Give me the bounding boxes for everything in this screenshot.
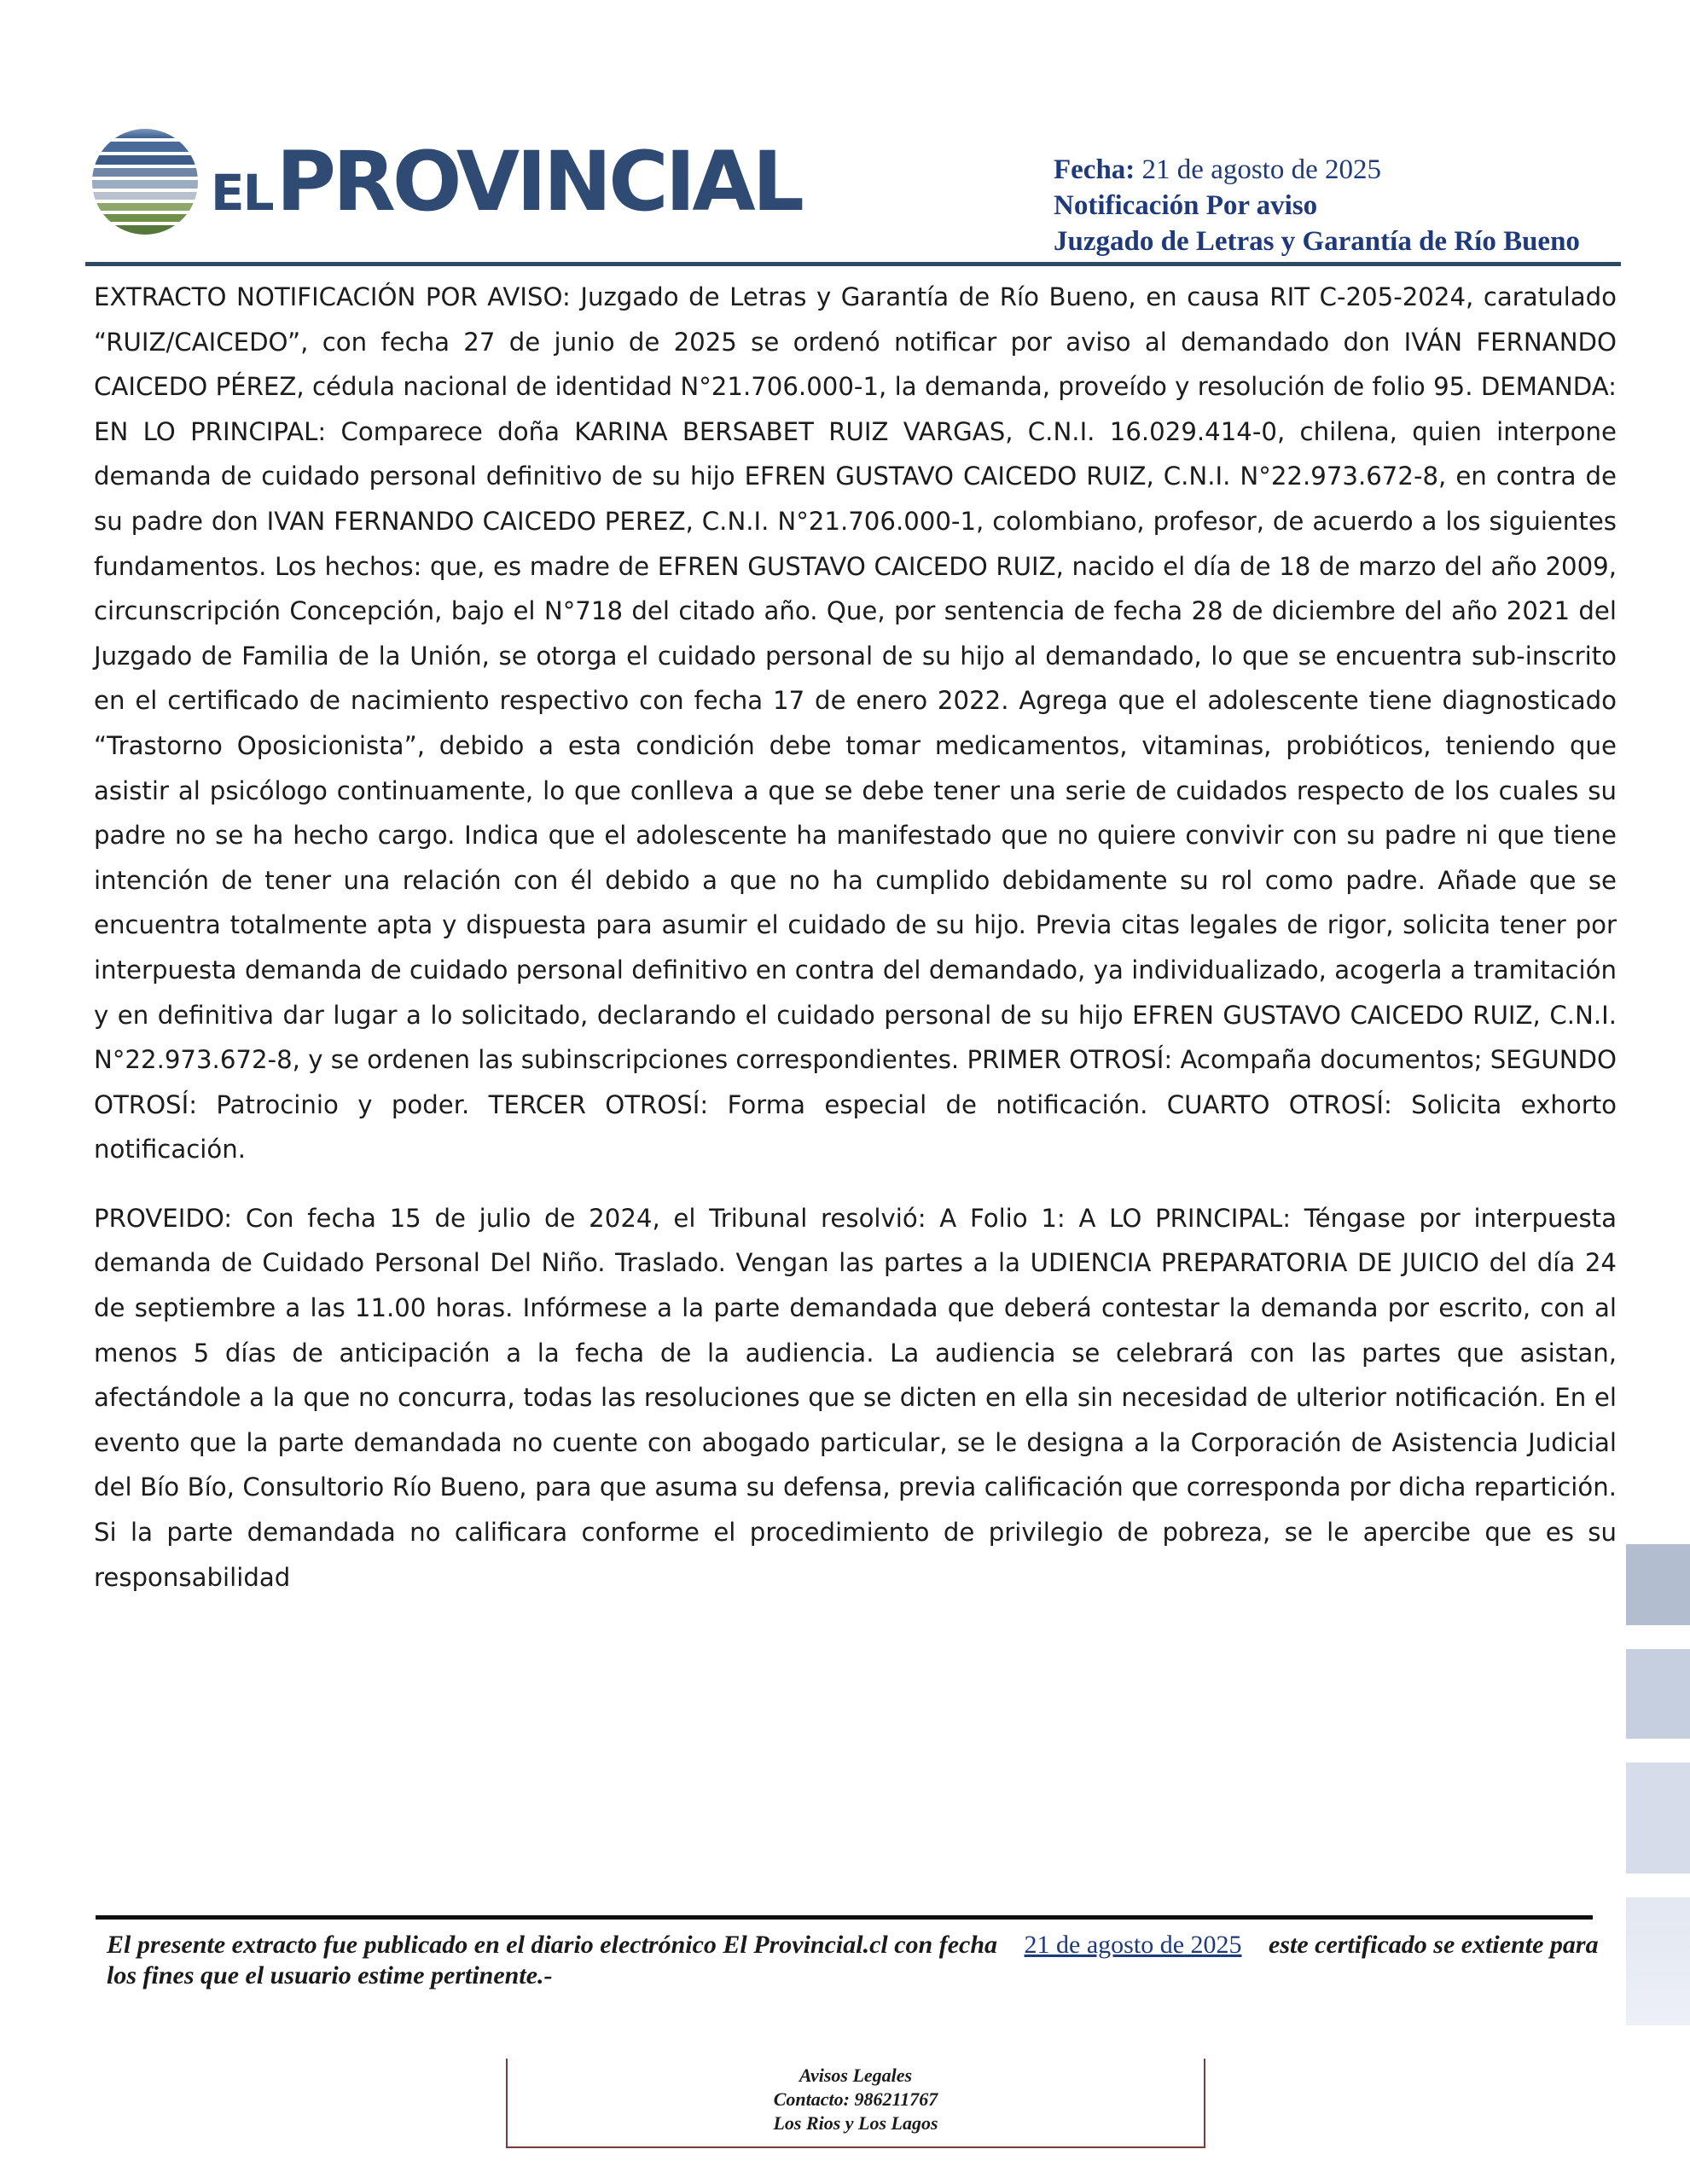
contact-phone: Contacto: 986211767: [773, 2088, 938, 2110]
publication-certificate: [107, 1930, 1608, 1991]
footer-divider: [96, 1915, 1593, 1920]
el-provincial-logo: [90, 126, 801, 237]
side-block: [1626, 1544, 1690, 1625]
certificate-text-start: El presente extracto fue publicado en el diario electrónico El Provincial.cl con fecha: [107, 1931, 998, 1959]
court-name: Juzgado de Letras y Garantía de Río Bueno: [1054, 226, 1580, 257]
header-meta: [1054, 152, 1580, 259]
logo-el-text: EL: [211, 164, 273, 222]
date-line: [1054, 152, 1580, 188]
date-label: Fecha:: [1054, 154, 1135, 185]
globe-logo-icon: [90, 126, 200, 237]
contact-region: Los Rios y Los Lagos: [773, 2112, 938, 2134]
certificate-text-end: este certificado se extiente para los fines que el usuario estime pertinente.-: [107, 1931, 1599, 1989]
side-block: [1626, 1649, 1690, 1739]
certificate-date: 21 de agosto de 2025: [1024, 1931, 1242, 1959]
contact-title: Avisos Legales: [799, 2065, 913, 2086]
notice-type: Notificación Por aviso: [1054, 190, 1318, 221]
notice-body: [94, 275, 1617, 1600]
demanda-paragraph: EXTRACTO NOTIFICACIÓN POR AVISO: Juzgado de Letras y Garantía de Río Bueno, en causa RIT C-205-2024, caratulado “RUIZ/CAICEDO”, con fecha 27 de junio de 2025 se ordenó notificar por aviso al demandado don IVÁN FERNANDO CAICEDO PÉREZ, cédula nacional de identidad N°21.706.000-1, la demanda, proveído y resolución de folio 95. DEMANDA: EN LO PRINCIPAL: Comparece doña KARINA BERSABET RUIZ VARGAS, C.N.I. 16.029.414-0, chilena, quien interpone demanda de cuidado personal definitivo de su hijo EFREN GUSTAVO CAICEDO RUIZ, C.N.I. N°22.973.672-8, en contra de su padre don IVAN FERNANDO CAICEDO PEREZ, C.N.I. N°21.706.000-1, colombiano, profesor, de acuerdo a los siguientes fundamentos. Los hechos: que, es madre de EFREN GUSTAVO CAICEDO RUIZ, nacido el día de 18 de marzo del año 2009, circunscripción Concepción, bajo el N°718 del citado año. Que, por sentencia de fecha 28 de diciembre del año 2021 del Juzgado de Familia de la Unión, se otorga el cuidado personal de su hijo al demandado, lo que se encuentra sub-inscrito en el certificado de nacimiento respectivo con fecha 17 de enero 2022. Agrega que el adolescente tiene diagnosticado “Trastorno Oposicionista”, debido a esta condición debe tomar medicamentos, vitaminas, probióticos, teniendo que asistir al psicólogo continuamente, lo que conlleva a que se debe tener una serie de cuidados respecto de los cuales su padre no se ha hecho cargo. Indica que el adolescente ha manifestado que no quiere convivir con su padre ni que tiene intención de tener una relación con él debido a que no ha cumplido debidamente su rol como padre. Añade que se encuentra totalmente apta y dispuesta para asumir el cuidado de su hijo. Previa citas legales de rigor, solicita tener por interpuesta demanda de cuidado personal definitivo en contra del demandado, ya individualizado, acogerla a tramitación y en definitiva dar lugar a lo solicitado, declarando el cuidado personal de su hijo EFREN GUSTAVO CAICEDO RUIZ, C.N.I. N°22.973.672-8, y se ordenen las subinscripciones correspondientes. PRIMER OTROSÍ: Acompaña documentos; SEGUNDO OTROSÍ: Patrocinio y poder. TERCER OTROSÍ: Forma especial de notificación. CUARTO OTROSÍ: Solicita exhorto notificación.: [94, 282, 1617, 1165]
side-block: [1626, 1897, 1690, 2025]
date-value: 21 de agosto de 2025: [1141, 154, 1381, 185]
logo-wordmark: [211, 134, 801, 229]
side-block: [1626, 1763, 1690, 1873]
proveido-paragraph: PROVEIDO: Con fecha 15 de julio de 2024, el Tribunal resolvió: A Folio 1: A LO PRINCIPAL: Téngase por interpuesta demanda de Cuidado Personal Del Niño. Traslado. Vengan las partes a la UDIENCIA PREPARATORIA DE JUICIO del día 24 de septiembre a las 11.00 horas. Infórmese a la parte demandada que deberá contestar la demanda por escrito, con al menos 5 días de anticipación a la fecha de la audiencia. La audiencia se celebrará con las partes que asistan, afectándole a la que no concurra, todas las resoluciones que se dicten en ella sin necesidad de ulterior notificación. En el evento que la parte demandada no cuente con abogado particular, se le designa a la Corporación de Asistencia Judicial del Bío Bío, Consultorio Río Bueno, para que asuma su defensa, previa calificación que corresponda por dicha repartición. Si la parte demandada no calificara conforme el procedimiento de privilegio de pobreza, se le apercibe que es su responsabilidad: [94, 1203, 1617, 1592]
logo-provincial-text: PROVINCIAL: [276, 134, 801, 229]
contact-box: [506, 2059, 1205, 2148]
side-decoration: [1626, 1544, 1690, 2049]
header-divider: [85, 262, 1621, 266]
